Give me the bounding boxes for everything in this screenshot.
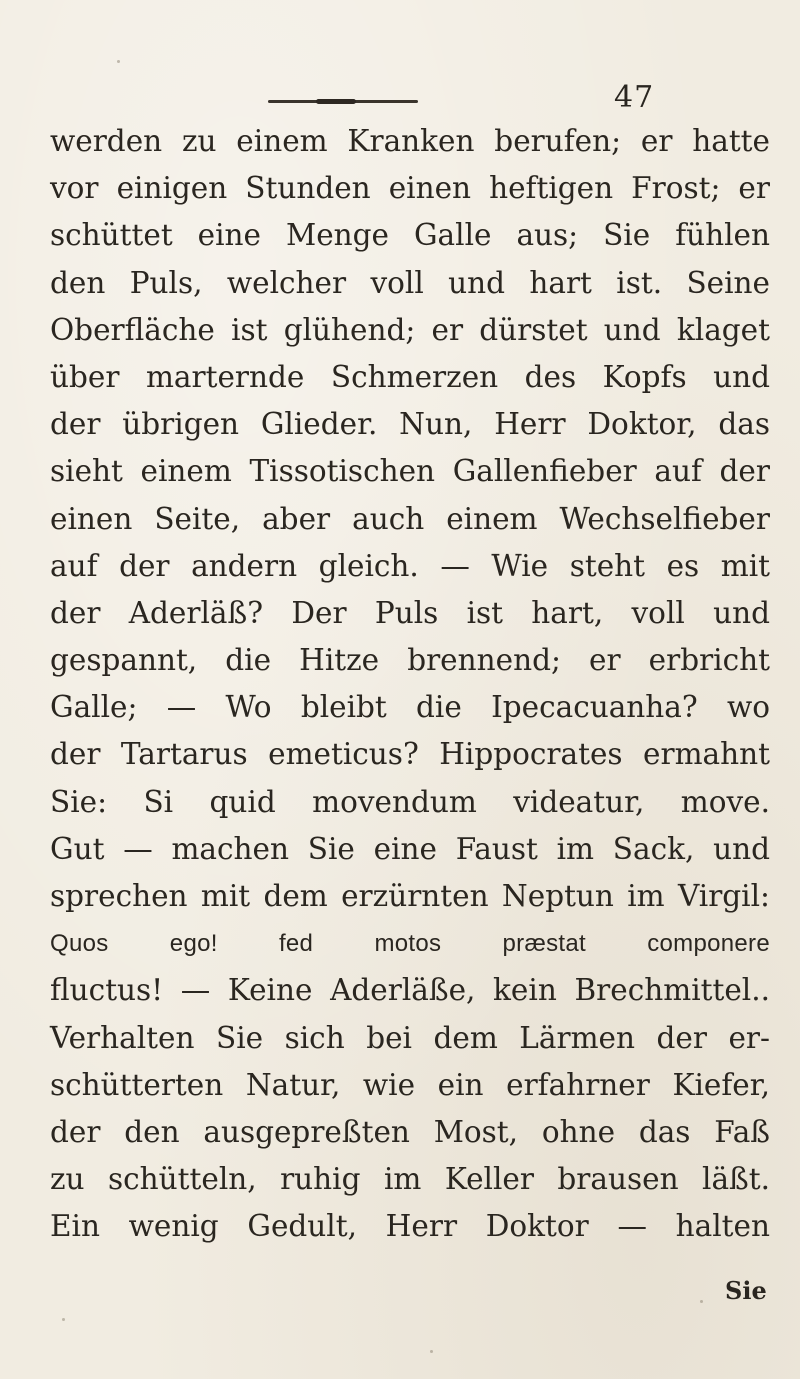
text-line: gespannt, die Hitze brennend; er erbricht <box>50 643 770 678</box>
paper-speck <box>430 1350 433 1353</box>
text-line: vor einigen Stunden einen heftigen Frost; er <box>50 171 770 206</box>
paper-speck <box>117 60 120 63</box>
text-line: den Puls, welcher voll und hart ist. Seine <box>50 265 770 300</box>
body-text <box>50 118 770 1251</box>
text-line: auf der andern gleich. — Wie steht es mit <box>50 548 770 583</box>
paper-speck <box>700 1300 703 1303</box>
text-line: sieht einem Tissotischen Gallenfieber auf der <box>50 454 770 489</box>
text-line: Galle; — Wo bleibt die Ipecacuanha? wo <box>50 690 770 725</box>
text-line: werden zu einem Kranken berufen; er hatte <box>50 124 770 158</box>
text-line: einen Seite, aber auch einem Wechselfieber <box>50 501 770 536</box>
text-line: Oberfläche ist glühend; er dürstet und klaget <box>50 312 770 347</box>
catchword: Sie <box>725 1276 767 1305</box>
text-line: Verhalten Sie sich bei dem Lärmen der er- <box>50 1020 770 1055</box>
text-line: sprechen mit dem erzürnten Neptun im Virgil: <box>50 879 770 913</box>
text-line: der den ausgepreßten Most, ohne das Faß <box>50 1114 770 1149</box>
text-line: über marternde Schmerzen des Kopfs und <box>50 359 770 394</box>
text-line: fluctus! — Keine Aderläße, kein Brechmittel.. <box>50 973 770 1008</box>
text-line: schütterten Natur, wie ein erfahrner Kiefer, <box>50 1067 770 1102</box>
text-line: der übrigen Glieder. Nun, Herr Doktor, das <box>50 407 770 442</box>
text-line-latin: Quos ego! fed motos præstat componere <box>50 930 770 958</box>
header-rule <box>268 100 418 103</box>
text-line: Gut — machen Sie eine Faust im Sack, und <box>50 831 770 866</box>
text-line: der Aderläß? Der Puls ist hart, voll und <box>50 595 770 630</box>
text-line: Sie: Si quid movendum videatur, move. <box>50 784 770 819</box>
text-line: Ein wenig Gedult, Herr Doktor — halten <box>50 1209 770 1244</box>
text-line: zu schütteln, ruhig im Keller brausen läßt. <box>50 1162 770 1197</box>
text-line: schüttet eine Menge Galle aus; Sie fühlen <box>50 218 770 253</box>
paper-speck <box>62 1318 65 1321</box>
text-line: der Tartarus emeticus? Hippocrates ermahnt <box>50 737 770 772</box>
page-number: 47 <box>614 80 655 115</box>
